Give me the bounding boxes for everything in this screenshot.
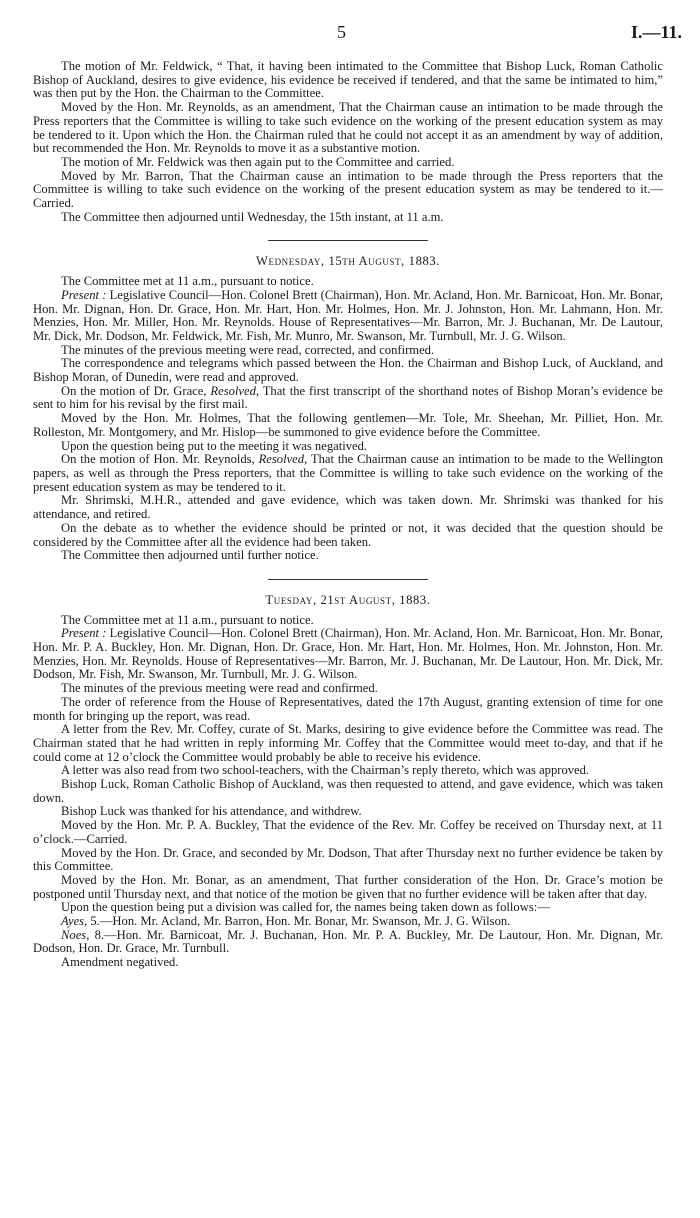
paragraph: The correspondence and telegrams which passed between the Hon. the Chairman and Bishop Luck, of Auckland, and Bishop Moran, of Dunedin, were read and approved. (33, 356, 663, 385)
noes-label: Noes, (61, 927, 90, 942)
paragraph: Moved by the Hon. Mr. P. A. Buckley, That the evidence of the Rev. Mr. Coffey be received on Thursday next, at 11 o’clock.—Carried. (33, 818, 663, 846)
noes-list: 8.—Hon. Mr. Barnicoat, Mr. J. Buchanan, Hon. Mr. P. A. Buckley, Mr. De Lautour, Hon. Mr. Dignan, Mr. Dodson, Hon. Dr. Grace, Mr. Turnbull. (33, 927, 663, 956)
present-paragraph (33, 289, 663, 344)
paragraph: Mr. Shrimski, M.H.R., attended and gave evidence, which was taken down. Mr. Shrimski was thanked for his attendance, and retired. (33, 493, 663, 522)
paragraph: The Committee then adjourned until further notice. (61, 548, 319, 563)
paragraph: The motion of Mr. Feldwick, “ That, it having been intimated to the Committee that Bishop Luck, Roman Catholic Bishop of Auckland, desires to give evidence, his evidence be received if tendered, and that the same be intimated to him,” was then put by the Hon. the Chairman to the Committee. (33, 59, 663, 101)
paragraph: On the debate as to whether the evidence should be printed or not, it was decided that the question should be considered by the Committee after all the evidence had been taken. (33, 520, 663, 549)
resolved-label: Resolved, (210, 383, 260, 398)
paragraph: Moved by the Hon. Dr. Grace, and seconded by Mr. Dodson, That after Thursday next no further evidence be taken by this Committee. (33, 845, 663, 874)
paragraph: The Committee met at 11 a.m., pursuant to notice. (61, 274, 314, 289)
page-number: 5 (337, 22, 346, 42)
paragraph: Amendment negatived. (61, 955, 179, 970)
meeting-date-heading: Wednesday, 15th August, 1883. (255, 254, 441, 269)
section-divider (268, 579, 428, 580)
resolved-label: Resolved, (258, 452, 308, 467)
noes-paragraph (33, 929, 663, 956)
ayes-paragraph (33, 915, 663, 929)
ayes-list: 5.—Hon. Mr. Acland, Mr. Barron, Hon. Mr. Bonar, Mr. Swanson, Mr. J. G. Wilson. (87, 914, 511, 929)
paragraph: The Committee then adjourned until Wednesday, the 15th instant, at 11 a.m. (61, 209, 444, 224)
resolution-intro: On the motion of Hon. Mr. Reynolds, (61, 452, 259, 467)
paragraph: The minutes of the previous meeting were read, corrected, and confirmed. (61, 342, 435, 357)
present-label: Present : (61, 287, 107, 302)
resolution-text: That the Chairman cause an intimation to be made to the Wellington papers, as well as through the Press reporters, that the Committee is willing to take such evidence on the working of the present education system as may be tendered to it. (33, 452, 663, 494)
present-list: Legislative Council—Hon. Colonel Brett (Chairman), Hon. Mr. Acland, Hon. Mr. Barnicoat, Hon. Mr. Bonar, Hon. Mr. P. A. Buckley, Hon. Mr. Dignan, Hon. Dr. Grace, Hon. Mr. Hart, Hon. Mr. Holmes, Hon. Mr. Johnston, Hon. Mr. Menzies, Hon. Mr. Reynolds. House of Representatives—Mr. Barron, Mr. J. Buchanan, Mr. De Lautour, Hon. Mr. Dick, Mr. Dodson, Mr. Fish, Mr. Swanson, Mr. Turnbull, Mr. J. G. Wilson. (33, 626, 663, 682)
resolution-paragraph (33, 453, 663, 494)
paragraph: The motion of Mr. Feldwick was then again put to the Committee and carried. (61, 154, 455, 169)
section-divider (268, 240, 428, 241)
paragraph: Moved by the Hon. Mr. Bonar, as an amendment, That further consideration of the Hon. Dr. Grace’s motion be postponed until Thursday next, and that notice of the motion be given that no further evidence will be taken after that day. (33, 872, 663, 901)
paragraph: Moved by Mr. Barron, That the Chairman cause an intimation to be made through the Press reporters that the Committee is willing to take such evidence on the working of the present education system as may be tendered to it.—Carried. (33, 168, 663, 211)
present-paragraph (33, 627, 663, 682)
paragraph: The minutes of the previous meeting were read and confirmed. (61, 681, 378, 696)
present-label: Present : (61, 626, 107, 641)
page-header (0, 22, 700, 46)
paragraph: A letter from the Rev. Mr. Coffey, curate of St. Marks, desiring to give evidence before the Committee was read. The Chairman stated that he had written in reply informing Mr. Coffey that the Committee would meet to-day, and that if he could come at 12 o’clock the Committee would probably be able to receive his evidence. (33, 722, 663, 764)
paragraph: Bishop Luck, Roman Catholic Bishop of Auckland, was then requested to attend, and gave evidence, which was taken down. (33, 777, 663, 805)
paragraph: Bishop Luck was thanked for his attendance, and withdrew. (61, 804, 362, 819)
paragraph: A letter was also read from two school-teachers, with the Chairman’s reply thereto, which was approved. (61, 763, 590, 778)
paragraph: Upon the question being put a division was called for, the names being taken down as follows:— (61, 900, 550, 915)
resolution-text: That the first transcript of the shorthand notes of Bishop Moran’s evidence be sent to him for his revisal by the first mail. (33, 383, 663, 412)
meeting-date-heading: Tuesday, 21st August, 1883. (265, 592, 431, 607)
paragraph: The Committee met at 11 a.m., pursuant to notice. (61, 612, 314, 627)
paragraph: Upon the question being put to the meeting it was negatived. (61, 438, 368, 453)
ayes-label: Ayes, (61, 914, 88, 929)
paragraph: The order of reference from the House of Representatives, dated the 17th August, granting extension of time for one month for bringing up the report, was read. (33, 694, 663, 723)
present-list: Legislative Council—Hon. Colonel Brett (Chairman), Hon. Mr. Acland, Hon. Mr. Barnicoat, Hon. Mr. Bonar, Hon. Mr. Dignan, Hon. Dr. Grace, Hon. Mr. Hart, Hon. Mr. Holmes, Hon. Mr. J. Johnston, Hon. Mr. Lahmann, Hon. Mr. Menzies, Hon. Mr. Miller, Hon. Mr. Reynolds. House of Representatives—Mr. Barron, Mr. J. Buchanan, Mr. De Lautour, Mr. Dick, Mr. Dodson, Mr. Feldwick, Mr. Fish, Mr. Munro, Mr. Swanson, Mr. Turnbull, Mr. J. G. Wilson. (33, 287, 663, 343)
resolution-intro: On the motion of Dr. Grace, (61, 383, 211, 398)
paragraph: Moved by the Hon. Mr. Reynolds, as an amendment, That the Chairman cause an intimation to be made through the Press reporters that the Committee is willing to take such evidence on the working of the present education system as may be tendered to it. Upon which the Hon. the Chairman ruled that he could not accept it as an amendment by way of addition, but recommended the Hon. Mr. Reynolds to move it as a substantive motion. (33, 100, 663, 156)
series-code: I.—11. (630, 22, 682, 42)
body-text (33, 60, 663, 970)
resolution-paragraph (33, 385, 663, 412)
paragraph: Moved by the Hon. Mr. Holmes, That the following gentlemen—Mr. Tole, Mr. Sheehan, Mr. Pilliet, Hon. Mr. Rolleston, Mr. Montgomery, and Mr. Hislop—be summoned to give evidence before the Committee. (33, 411, 663, 439)
